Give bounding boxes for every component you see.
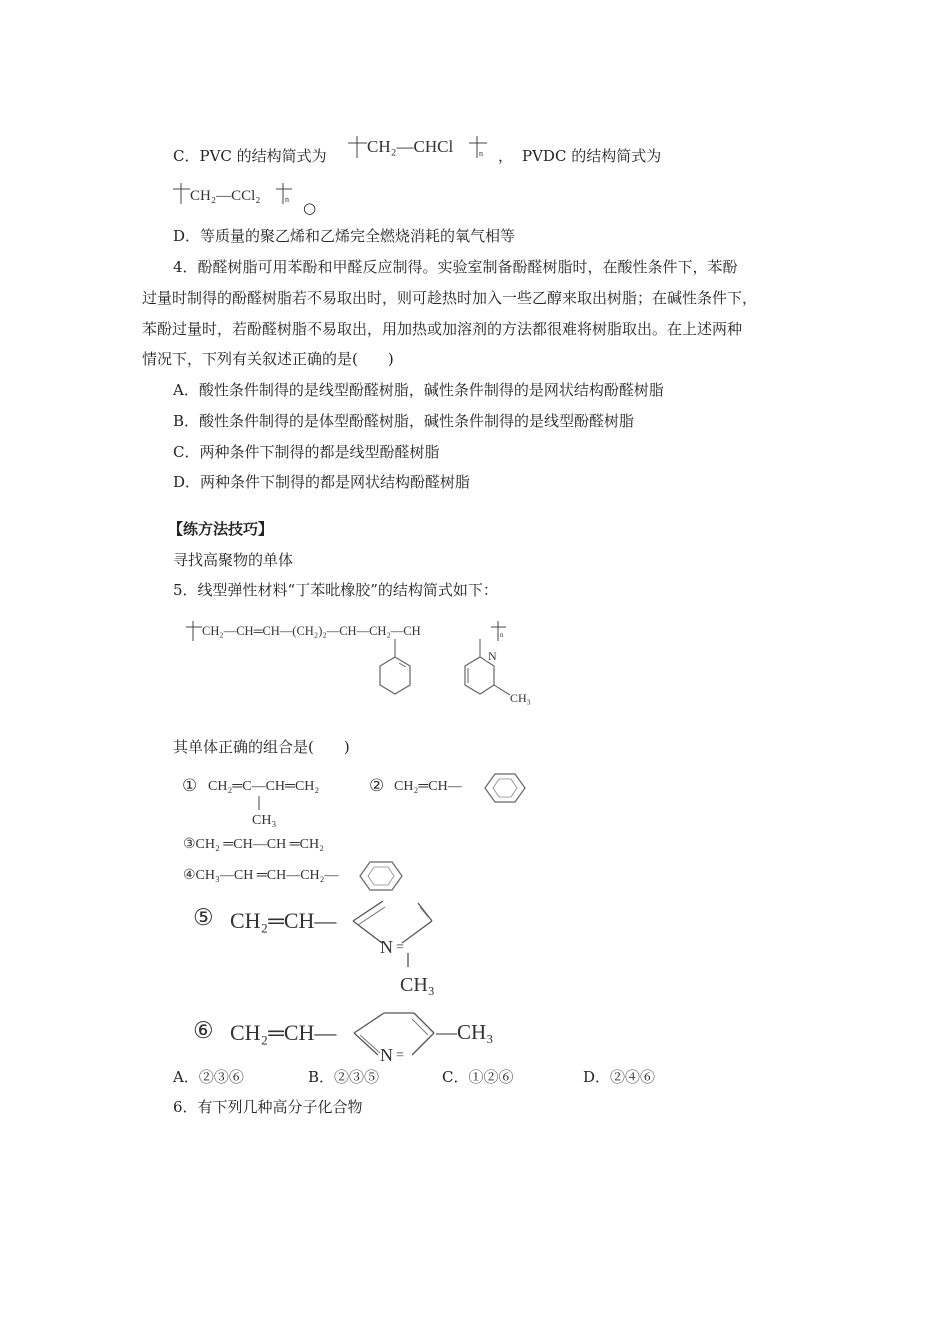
q4-stem-line-2: 过量时制得的酚醛树脂若不易取出时，则可趁热时加入一些乙醇来取出树脂；在碱性条件下， bbox=[142, 289, 758, 307]
monomer-5-ch3: CH₃ bbox=[400, 974, 435, 996]
svg-text:=: = bbox=[396, 1048, 404, 1063]
monomer-6-number: ⑥ bbox=[193, 1018, 214, 1043]
monomer-5-n-atom: N bbox=[380, 937, 393, 957]
section-title: 【练方法技巧】 bbox=[168, 520, 274, 538]
monomer-4-benzene-icon bbox=[350, 858, 412, 894]
pvdc-formula bbox=[170, 180, 320, 216]
monomer-6-formula: CH₂═CH— bbox=[230, 1020, 337, 1045]
q3-option-c-pvdc-label: PVDC 的结构简式为 bbox=[522, 147, 662, 165]
monomer-1-branch bbox=[258, 796, 260, 812]
monomer-2-formula: CH₂═CH— bbox=[394, 779, 462, 794]
q4-stem-line-3: 苯酚过量时，若酚醛树脂不易取出，用加热或加溶剂的方法都很难将树脂取出。在上述两种 bbox=[142, 320, 743, 338]
pvc-formula-text: CH₂—CHCl bbox=[367, 137, 454, 156]
q4-option-a: A．酸性条件制得的是线型酚醛树脂，碱性条件制得的是网状结构酚醛树脂 bbox=[173, 381, 664, 399]
monomer-5-number: ⑤ bbox=[193, 905, 214, 930]
q6-stem: 6．有下列几种高分子化合物 bbox=[173, 1098, 363, 1116]
q5-question: 其单体正确的组合是( ) bbox=[173, 738, 350, 756]
q5-answer-c: C．①②⑥ bbox=[442, 1068, 514, 1086]
q5-stem: 5．线型弹性材料“丁苯吡橡胶”的结构简式如下： bbox=[173, 581, 498, 599]
q5-answer-b: B．②③⑤ bbox=[308, 1068, 380, 1086]
pvc-formula bbox=[345, 130, 495, 170]
q5-answer-d: D．②④⑥ bbox=[583, 1068, 656, 1086]
monomer-4-formula: ④CH₃—CH ═CH—CH₂— bbox=[183, 868, 339, 883]
pvdc-formula-text: CH₂—CCl₂ bbox=[190, 188, 261, 204]
monomer-1-number: ① bbox=[182, 776, 198, 795]
q3-option-d: D．等质量的聚乙烯和乙烯完全燃烧消耗的氧气相等 bbox=[173, 227, 516, 245]
section-subtitle: 寻找高聚物的单体 bbox=[173, 551, 294, 569]
q4-option-b: B．酸性条件制得的是体型酚醛树脂，碱性条件制得的是线型酚醛树脂 bbox=[173, 412, 635, 430]
q3-option-c-comma: ， bbox=[498, 147, 514, 165]
monomer-6-ch3: —CH₃ bbox=[436, 1020, 494, 1044]
monomer-2-number: ② bbox=[369, 776, 385, 795]
q5-answer-a: A．②③⑥ bbox=[173, 1068, 244, 1086]
monomer-1-methyl: CH₃ bbox=[252, 813, 277, 828]
benzene-ring-icon bbox=[380, 657, 410, 694]
monomer-5-formula: CH₂═CH— bbox=[230, 908, 337, 933]
q3-option-c-end: ○ bbox=[303, 199, 317, 217]
monomer-3-formula: ③CH₂ ═CH—CH ═CH₂ bbox=[183, 837, 324, 852]
polymer-ch3: CH₃ bbox=[510, 691, 531, 705]
q3-option-c-label: C．PVC 的结构简式为 bbox=[173, 147, 327, 165]
q4-option-d: D．两种条件下制得的都是网状结构酚醛树脂 bbox=[173, 473, 471, 491]
q4-stem-line-1: 4．酚醛树脂可用苯酚和甲醛反应制得。实验室制备酚醛树脂时，在酸性条件下，苯酚 bbox=[173, 258, 738, 276]
polymer-n: n bbox=[500, 631, 504, 639]
monomer-6-n-atom: N bbox=[380, 1045, 393, 1065]
q4-stem-line-4: 情况下，下列有关叙述正确的是( ) bbox=[142, 350, 394, 368]
svg-text:=: = bbox=[396, 940, 404, 955]
polymer-n-atom: N bbox=[488, 649, 497, 663]
q5-polymer-structure bbox=[180, 615, 540, 715]
monomer-1-formula: CH₂═C—CH═CH₂ bbox=[208, 779, 320, 794]
polymer-chain-text: CH₂—CH═CH—(CH₂)₂—CH—CH₂—CH bbox=[202, 624, 421, 638]
monomer-2-benzene-icon bbox=[475, 771, 535, 807]
svg-text:n: n bbox=[285, 195, 289, 204]
monomer-6-ring-icon bbox=[350, 1005, 510, 1069]
q4-option-c: C．两种条件下制得的都是线型酚醛树脂 bbox=[173, 443, 440, 461]
monomer-5-ring-icon bbox=[350, 895, 460, 1005]
svg-text:n: n bbox=[479, 149, 483, 158]
